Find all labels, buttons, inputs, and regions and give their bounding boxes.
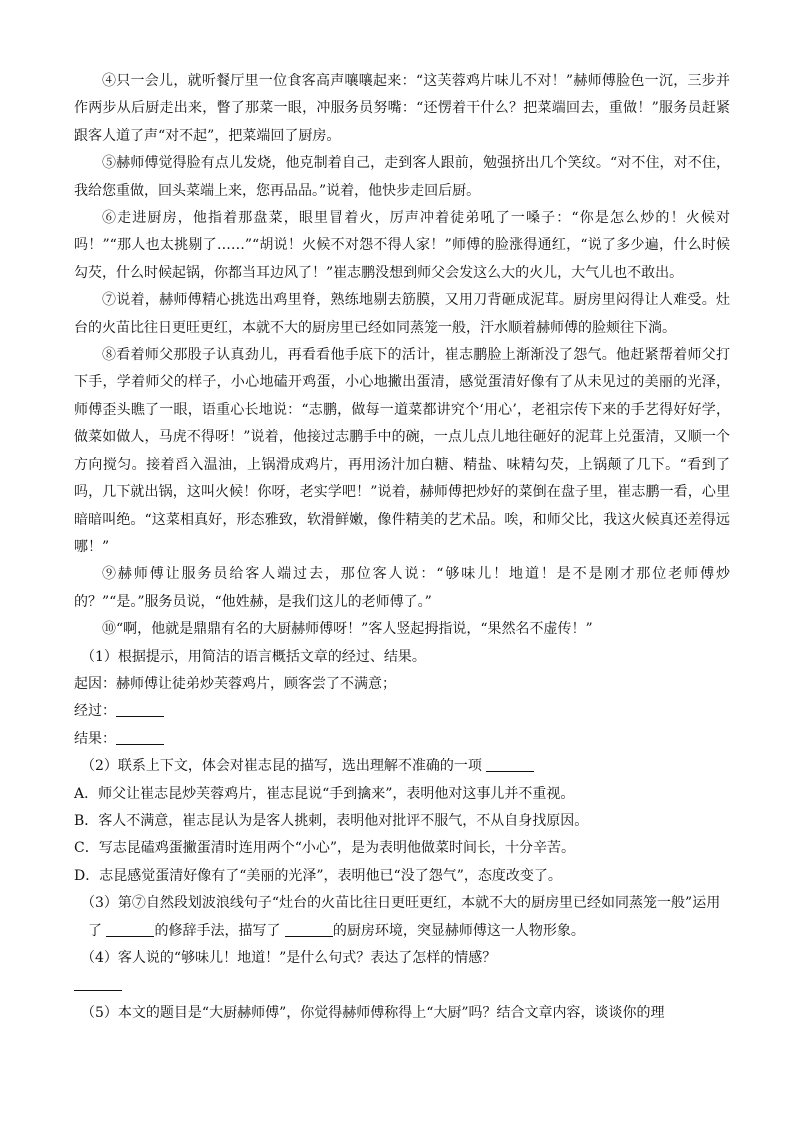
paragraph-5: ⑤赫师傅觉得脸有点儿发烧，他克制着自己，走到客人跟前，勉强挤出几个笑纹。“对不住，对不住，我给您重做，回头菜端上来，您再品品。”说着，他快步走回后厨。 <box>74 155 730 199</box>
paragraph-10: ⑩“啊，他就是鼎鼎有名的大厨赫师傅呀！”客人竖起拇指说，“果然名不虚传！” <box>102 621 593 638</box>
answer-blank[interactable] <box>285 922 333 937</box>
question-1: （1）根据提示，用简洁的语言概括文章的经过、结果。 <box>81 648 426 665</box>
question-2: （2）联系上下文，体会对崔志昆的描写，选出理解不准确的一项 <box>81 758 482 775</box>
question-3: （3）第⑦自然段划波浪线句子“灶台的火苗比往日更旺更红，本就不大的厨房里已经如同蒸笼一般”运用 <box>81 895 721 912</box>
question-1-process-row <box>74 698 730 725</box>
question-2-option-b: B．客人不满意，崔志昆认为是客人挑刺，表明他对批评不服气，不从自身找原因。 <box>74 812 589 829</box>
question-3-text-a: 了 <box>88 922 102 939</box>
question-2-option-c: C．写志昆磕鸡蛋撇蛋清时连用两个“小心”，是为表明他做菜时间长，十分辛苦。 <box>74 840 576 857</box>
question-4: （4）客人说的“够味儿！地道！”是什么句式？表达了怎样的情感？ <box>81 950 497 966</box>
question-1-cause: 起因：赫师傅让徒弟炒芙蓉鸡片，顾客尝了不满意； <box>74 675 396 692</box>
question-1-result-label: 结果： <box>74 730 116 747</box>
answer-blank[interactable] <box>116 702 164 717</box>
paragraph-9: ⑨赫师傅让服务员给客人端过去，那位客人说：“够味儿！地道！是不是刚才那位老师傅炒的？”“是。”服务员说，“他姓赫，是我们这儿的老师傅了。” <box>74 566 730 610</box>
question-4-answer-row <box>74 972 730 999</box>
question-3-continuation <box>74 918 730 945</box>
question-3-text-c: 的厨房环境，突显赫师傅这一人物形象。 <box>332 922 585 939</box>
answer-blank[interactable] <box>106 922 154 937</box>
question-2-row <box>74 753 730 780</box>
paragraph-7: ⑦说着，赫师傅精心挑选出鸡里脊，熟练地剔去筋膜，又用刀背砸成泥茸。厨房里闷得让人难受。灶台的火苗比往日更旺更红，本就不大的厨房里已经如同蒸笼一般，汗水顺着赫师傅的脸颊往下淌。 <box>74 292 730 336</box>
question-5: （5）本文的题目是“大厨赫师傅”，你觉得赫师傅称得上“大厨”吗？结合文章内容，谈谈你的理 <box>81 1004 665 1021</box>
paragraph-4: ④只一会儿，就听餐厅里一位食客高声嚷嚷起来：“这芙蓉鸡片味儿不对！”赫师傅脸色一沉，三步并作两步从后厨走出来，瞥了那菜一眼，冲服务员努嘴：“还愣着干什么？把菜端回去，重做！”服务员赶紧跟客人道了声“对不起”，把菜端回了厨房。 <box>74 73 730 144</box>
question-2-option-a: A．师父让崔志昆炒芙蓉鸡片，崔志昆说“手到擒来”，表明他对这事儿并不重视。 <box>74 785 575 802</box>
question-3-text-b: 的修辞手法，描写了 <box>154 922 281 939</box>
answer-blank[interactable] <box>486 757 534 772</box>
paragraph-6: ⑥走进厨房，他指着那盘菜，眼里冒着火，厉声冲着徒弟吼了一嗓子：“你是怎么炒的！火候对吗！”“那人也太挑剔了……”“胡说！火候不对怨不得人家！”师傅的脸涨得通红，“说了多少遍，什么时候勾芡，什么时候起锅，你都当耳边风了！”崔志鹏没想到师父会发这么大的火儿，大气儿也不敢出。 <box>74 210 730 281</box>
answer-blank[interactable] <box>74 976 122 991</box>
document-page <box>74 68 730 1027</box>
paragraph-8: ⑧看着师父那股子认真劲儿，再看看他手底下的活计，崔志鹏脸上渐渐没了怨气。他赶紧帮着师父打下手，学着师父的样子，小心地磕开鸡蛋，小心地撇出蛋清，感觉蛋清好像有了从未见过的美丽的光泽，师傅歪头瞧了一眼，语重心长地说：“志鹏，做每一道菜都讲究个‘用心’，老祖宗传下来的手艺得好好学，做菜如做人，马虎不得呀！”说着，他接过志鹏手中的碗，一点儿点儿地往砸好的泥茸上兑蛋清，又顺一个方向搅匀。接着舀入温油，上锅滑成鸡片，再用汤汁加白糖、精盐、味精勾芡，上锅颠了几下。“看到了吗，几下就出锅，这叫火候！你呀，老实学吧！”说着，赫师傅把炒好的菜倒在盘子里，崔志鹏一看，心里暗暗叫绝。“这菜相真好，形态雅致，软滑鲜嫩，像件精美的艺术品。唉，和师父比，我这火候真还差得远哪！” <box>74 347 730 555</box>
question-1-process-label: 经过： <box>74 703 116 720</box>
answer-blank[interactable] <box>116 730 164 745</box>
question-2-option-d: D．志昆感觉蛋清好像有了“美丽的光泽”，表明他已“没了怨气”，态度改变了。 <box>74 867 562 884</box>
question-1-result-row <box>74 726 730 753</box>
